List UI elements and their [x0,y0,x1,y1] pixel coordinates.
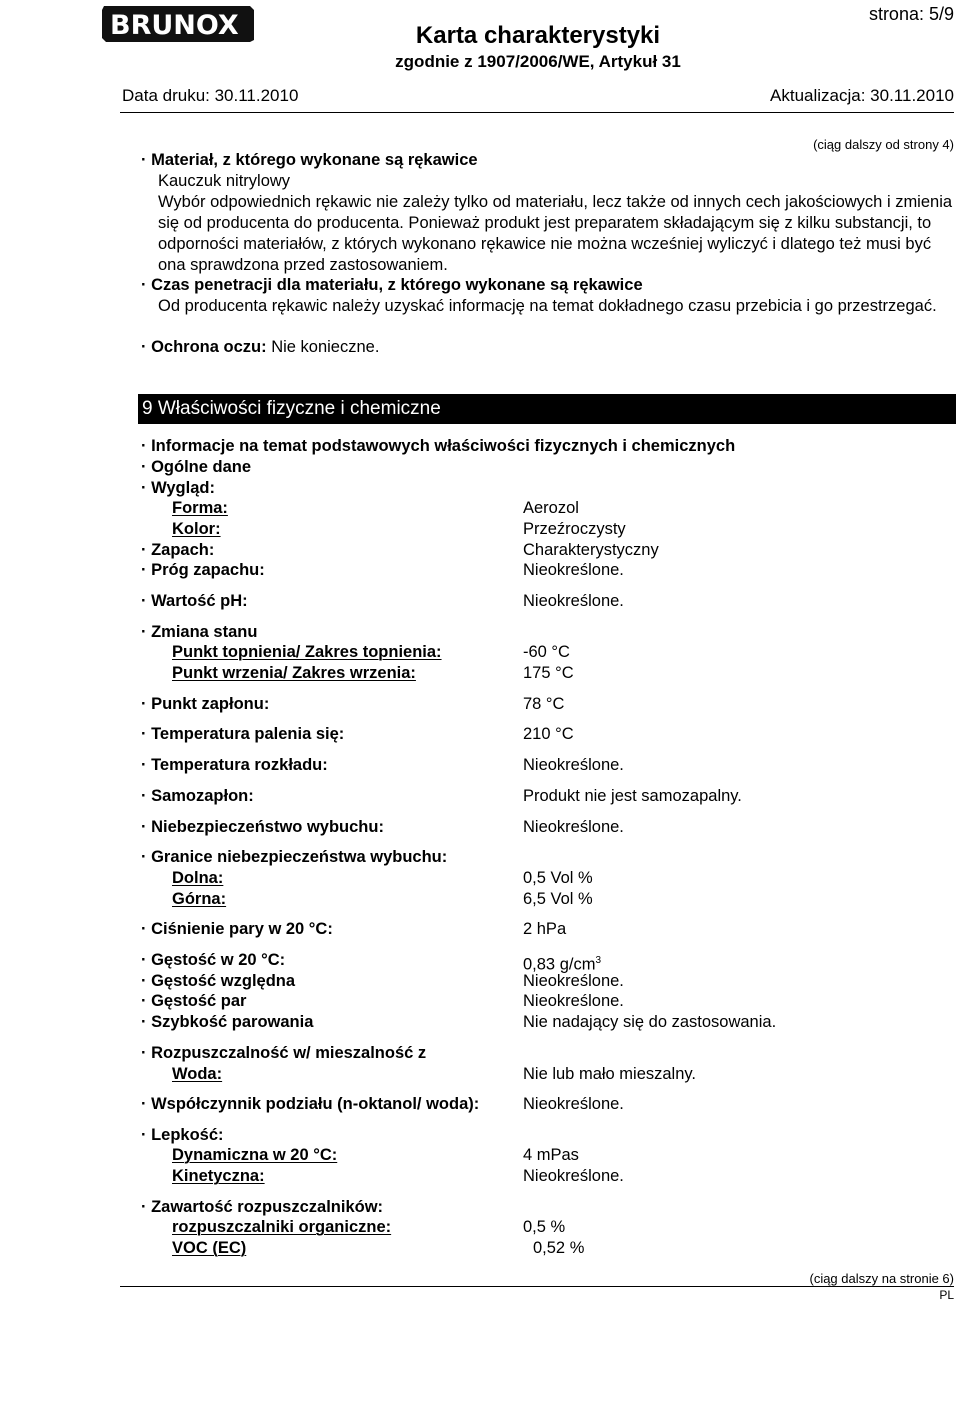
property-label: · Temperatura palenia się: [141,725,345,743]
property-value: Przeźroczysty [523,520,626,538]
property-label: · Ciśnienie pary w 20 °C: [141,920,333,938]
property-value: Nieokreślone. [523,592,624,610]
property-label: Kolor: [172,520,221,538]
property-value: 0,5 % [523,1218,566,1236]
property-value: Charakterystyczny [523,541,659,559]
property-label: rozpuszczalniki organiczne: [172,1218,392,1236]
property-label: · Zawartość rozpuszczalników: [141,1198,384,1216]
property-value: Nieokreślone. [523,1167,624,1185]
header-divider [120,112,954,113]
general-data-heading: · Ogólne dane [141,458,252,476]
section-intro: · Informacje na temat podstawowych właściwości fizycznych i chemicznych [141,437,736,455]
property-value: Nieokreślone. [523,818,624,836]
property-label: · Gęstość względna [141,972,296,990]
property-value: Produkt nie jest samozapalny. [523,787,742,805]
continued-from-note: (ciąg dalszy od strony 4) [813,137,954,152]
property-label: · Zmiana stanu [141,623,258,641]
continued-to-note: (ciąg dalszy na stronie 6) [809,1271,954,1286]
property-value: 78 °C [523,695,565,713]
penetration-note: Od producenta rękawic należy uzyskać informację na temat dokładnego czasu przebicia i go przestrzegać. [158,297,937,315]
property-label: · Samozapłon: [141,787,254,805]
property-value: Aerozol [523,499,579,517]
document-title: Karta charakterystyki [415,22,661,49]
property-value: Nie lub mało mieszalny. [523,1065,697,1083]
language-code: PL [939,1288,954,1302]
property-value: 175 °C [523,664,574,682]
glove-material-value: Kauczuk nitrylowy [158,172,291,190]
property-label: · Punkt zapłonu: [141,695,270,713]
glove-material-note: Wybór odpowiednich rękawic nie zależy tylko od materiału, lecz także od innych cech jakościowych i zmienia się od producenta do producenta. Ponieważ produkt jest preparatem składającym się z kilku substancji, to odporności materiałów, z których wykonano rękawice nie można wcześniej wyliczyć i dlatego też musi być ona sprawdzona przed zastosowaniem. [158,193,953,274]
property-label: Kinetyczna: [172,1167,265,1185]
property-label: · Gęstość par [141,992,247,1010]
density-value: 0,83 g/cm [523,955,596,974]
property-label: · Wygląd: [141,479,215,497]
property-label: · Wartość pH: [141,592,248,610]
page-number: strona: 5/9 [868,4,954,24]
property-value: Nieokreślone. [523,756,624,774]
svg-text:BRUNOX: BRUNOX [110,10,239,41]
property-value: 6,5 Vol % [523,890,593,908]
property-value: 2 hPa [523,920,567,938]
property-value: 210 °C [523,725,574,743]
property-value: -60 °C [523,643,570,661]
penetration-label: · Czas penetracji dla materiału, z którego wykonane są rękawice [141,276,643,294]
property-label: · Temperatura rozkładu: [141,756,328,774]
section-title: 9 Właściwości fizyczne i chemiczne [138,394,956,424]
property-label: · Rozpuszczalność w/ mieszalność z [141,1044,427,1062]
property-value: 0,5 Vol % [523,869,593,887]
property-value: 4 mPas [523,1146,579,1164]
property-value: Nieokreślone. [523,561,624,579]
property-value: 0,52 % [533,1239,585,1257]
property-label: Punkt wrzenia/ Zakres wrzenia: [172,664,416,682]
property-value: Nieokreślone. [523,1095,624,1113]
property-label: Dynamiczna w 20 °C: [172,1146,338,1164]
property-label: Punkt topnienia/ Zakres topnienia: [172,643,442,661]
document-subtitle: zgodnie z 1907/2006/WE, Artykuł 31 [395,52,681,71]
property-label: VOC (EC) [172,1239,247,1257]
property-label: · Gęstość w 20 °C: [141,951,286,969]
property-label: Dolna: [172,869,224,887]
property-label: · Szybkość parowania [141,1013,314,1031]
eye-protection [141,337,379,358]
property-label: · Próg zapachu: [141,561,265,579]
property-label: Górna: [172,890,227,908]
update-date: Aktualizacja: 30.11.2010 [770,86,954,105]
property-label: · Niebezpieczeństwo wybuchu: [141,818,384,836]
property-label: · Zapach: [141,541,215,559]
property-value: Nie nadający się do zastosowania. [523,1013,777,1031]
property-value: Nieokreślone. [523,992,624,1010]
property-label: Woda: [172,1065,223,1083]
footer-divider [120,1286,954,1287]
glove-material-label: · Materiał, z którego wykonane są rękawice [141,151,478,169]
eye-protection-label: · Ochrona oczu: [141,338,267,356]
print-date: Data druku: 30.11.2010 [122,86,299,105]
property-label: Forma: [172,499,228,517]
property-label: · Współczynnik podziału (n-oktanol/ woda): [141,1095,480,1113]
property-label: · Granice niebezpieczeństwa wybuchu: [141,848,448,866]
property-label: · Lepkość: [141,1126,224,1144]
eye-protection-value: Nie konieczne. [271,338,380,356]
density-unit-superscript: 3 [595,955,602,966]
property-value: Nieokreślone. [523,972,624,990]
